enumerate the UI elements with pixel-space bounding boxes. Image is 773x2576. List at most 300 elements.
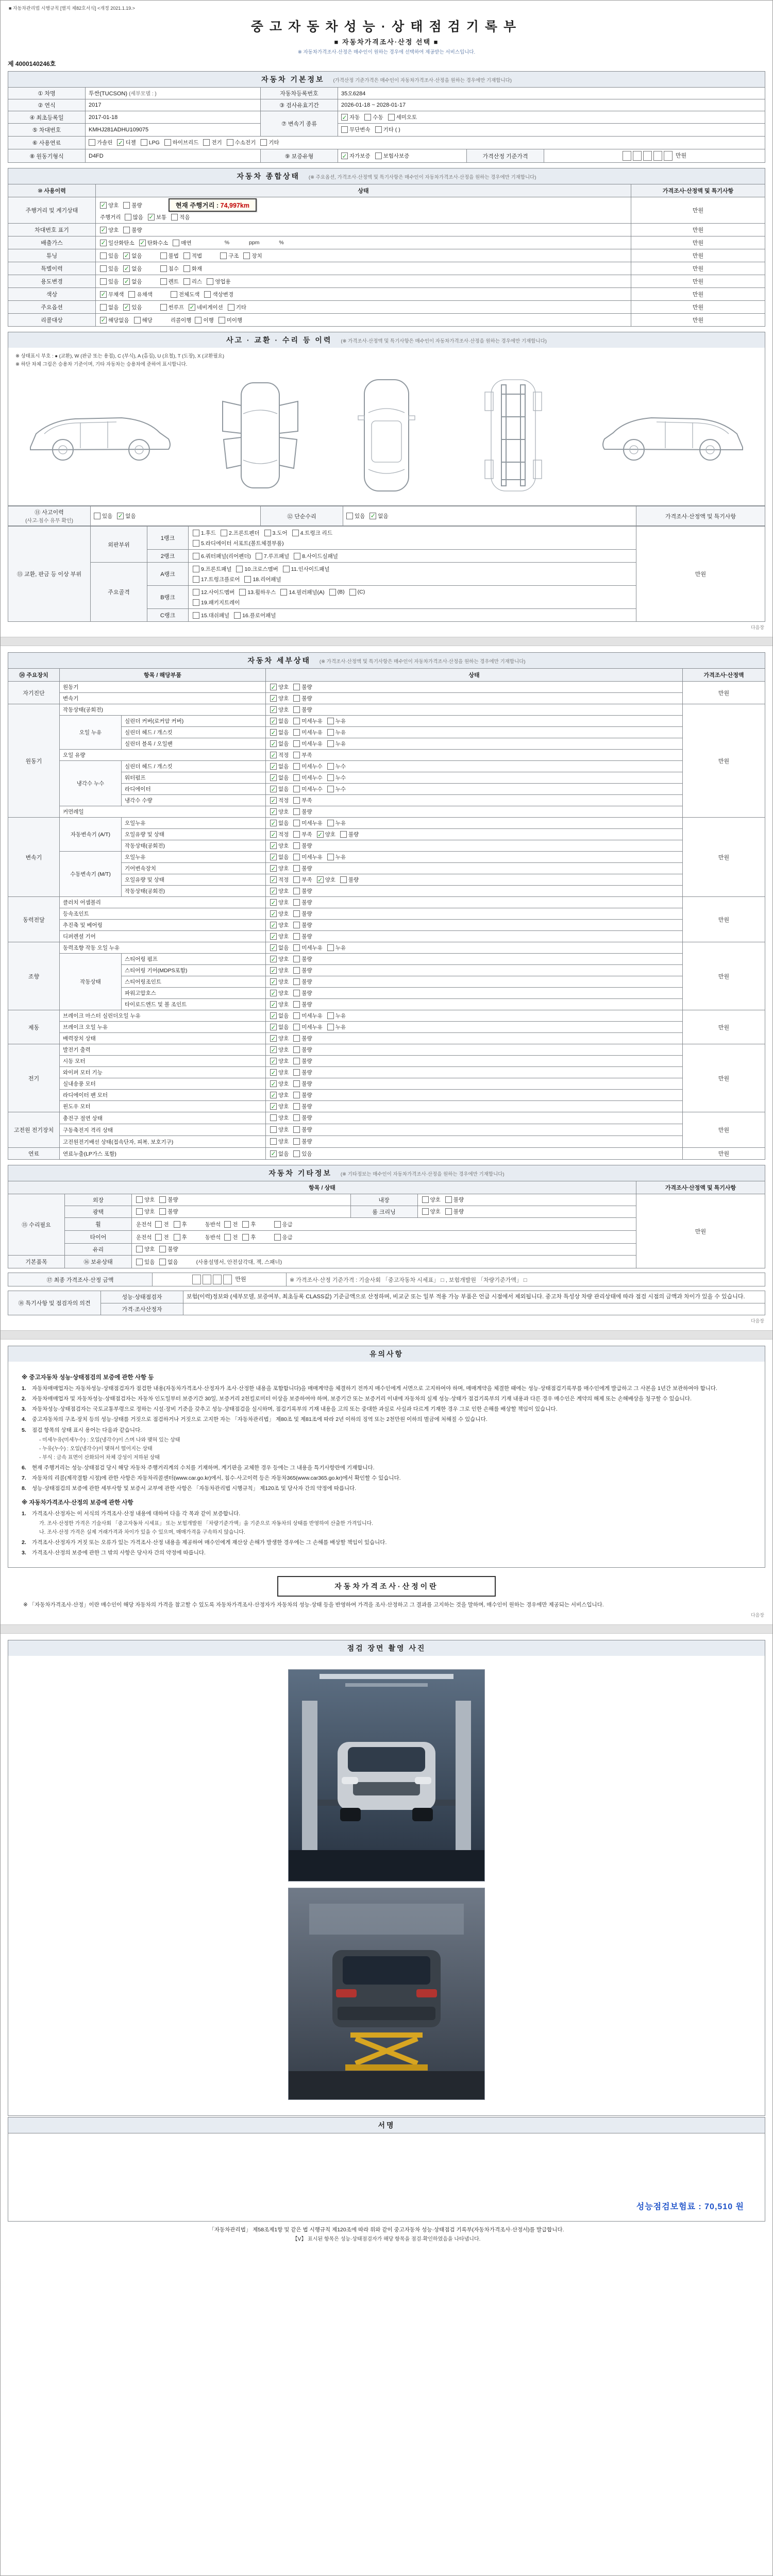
checkbox-불량[interactable] xyxy=(293,1035,312,1042)
checkbox-18.리어패널[interactable] xyxy=(244,575,281,583)
checkbox-불량[interactable] xyxy=(293,989,312,997)
checkbox-양호[interactable] xyxy=(100,226,119,234)
checkbox-box xyxy=(293,910,300,917)
state-line xyxy=(193,538,632,548)
checkbox-box xyxy=(293,831,300,838)
checkbox-불량[interactable] xyxy=(123,226,142,234)
checkbox-2.프론트펜더[interactable] xyxy=(221,529,259,537)
checkbox-수동[interactable] xyxy=(364,113,383,121)
checkbox-응급[interactable] xyxy=(274,1221,293,1228)
checkbox-자동[interactable] xyxy=(341,113,360,121)
checkbox-수소전기[interactable] xyxy=(227,139,256,146)
checkbox-썬루프[interactable] xyxy=(160,303,184,311)
checkbox-있음[interactable] xyxy=(123,303,142,311)
legal-footer-line-2: 【Ⅴ】 표시된 항목은 성능·상태점검자가 해당 항목을 점검·확인하였음을 나타냅니다. xyxy=(292,2236,481,2243)
checkbox-box xyxy=(293,706,300,713)
checkbox-탄화수소[interactable] xyxy=(139,239,169,247)
checkbox-없음[interactable] xyxy=(123,278,142,285)
checkbox-양호[interactable] xyxy=(270,955,289,963)
detail-section-header xyxy=(8,652,765,668)
checkbox-label: 양호 xyxy=(278,990,289,996)
checkbox-세미오토[interactable] xyxy=(388,113,417,121)
checkbox-매연[interactable] xyxy=(173,239,191,247)
checkbox-적정[interactable] xyxy=(270,751,289,759)
year-value: 2017 xyxy=(86,99,261,111)
checkbox-box: ✓ xyxy=(317,831,323,838)
checkbox-box: ✓ xyxy=(271,842,276,850)
checkbox-누유[interactable] xyxy=(327,944,346,952)
price-basis-note: ※ 가격조사·산정 기준가격 : 기술사회 「중고자동차 시세표」 □ , 보험개발원 「차량기준가액」 □ xyxy=(287,1273,765,1286)
checkbox-양호[interactable] xyxy=(270,808,289,816)
checkbox-불량[interactable] xyxy=(445,1196,464,1204)
checkbox-적법[interactable] xyxy=(183,252,202,260)
checkbox-있음[interactable] xyxy=(100,278,119,285)
checkbox-label: 불량 xyxy=(131,227,142,233)
device-item-state xyxy=(266,897,683,908)
checkbox-불법[interactable] xyxy=(160,252,179,260)
table-row xyxy=(8,1112,765,1124)
checkbox-불량[interactable] xyxy=(293,1057,312,1065)
checkbox-전[interactable] xyxy=(224,1221,238,1228)
notice-text: 자동차매매업자 및 자동차성능·상태점검자는 자동차 인도일부터 보증기간 30일, 보증거리 2천킬로미터 이상을 보증하여야 하며, 보증기간 또는 보증거리 이내에 자동차의 실제 성능·상태가 점검기록부의 기재 내용과 다른 경우 매수인은 계약의 해제 또는 손해배상을 청구할 수 있습니다. xyxy=(32,1395,692,1402)
price-cell: 만원 xyxy=(683,704,765,818)
checkbox-box xyxy=(270,1138,277,1145)
checkbox-없음[interactable] xyxy=(100,303,119,311)
checkbox-없음[interactable] xyxy=(270,853,289,861)
checkbox-누수[interactable] xyxy=(327,762,346,770)
checkbox-미세누유[interactable] xyxy=(293,1012,323,1020)
checkbox-box xyxy=(293,1035,300,1042)
checkbox-후[interactable] xyxy=(242,1221,256,1228)
checkbox-양호[interactable] xyxy=(270,1046,289,1054)
checkbox-응급[interactable] xyxy=(274,1233,293,1241)
checkbox-전[interactable] xyxy=(155,1233,169,1241)
checkbox-양호[interactable] xyxy=(270,1069,289,1076)
state-line xyxy=(100,302,627,312)
table-row xyxy=(8,999,765,1010)
checkbox-box: ✓ xyxy=(271,887,276,895)
final-price-unit: 만원 xyxy=(235,1276,246,1283)
device-item-state xyxy=(266,1112,683,1124)
checkbox-누유[interactable] xyxy=(327,1012,346,1020)
checkbox-양호[interactable] xyxy=(136,1245,155,1253)
checkbox-불량[interactable] xyxy=(445,1208,464,1215)
table-row xyxy=(8,1273,765,1286)
checkbox-미세누유[interactable] xyxy=(293,717,323,725)
checkbox-전체도색[interactable] xyxy=(171,291,200,298)
checkbox-기타 ( )[interactable] xyxy=(375,126,400,133)
checkbox-양호[interactable] xyxy=(317,831,335,838)
checkbox-label: 있음 xyxy=(108,278,119,285)
checkbox-양호[interactable] xyxy=(270,694,289,702)
checkbox-9.프론트패널[interactable] xyxy=(193,565,231,573)
checkbox-미세누유[interactable] xyxy=(293,740,323,748)
checkbox-있음[interactable] xyxy=(293,1150,312,1158)
checkbox-적음[interactable] xyxy=(171,213,190,221)
checkbox-불량[interactable] xyxy=(293,865,312,872)
checkbox-불량[interactable] xyxy=(293,978,312,986)
checkbox-없음[interactable] xyxy=(270,762,289,770)
checkbox-양호[interactable] xyxy=(136,1196,155,1204)
appraiser-role-label: 가격·조사산정자 xyxy=(101,1303,183,1315)
warranty-label: ⑨ 보증유형 xyxy=(261,149,338,163)
checkbox-양호[interactable] xyxy=(270,887,289,895)
checkbox-label: 7.루프패널 xyxy=(263,553,290,560)
checkbox-불량[interactable] xyxy=(293,706,312,714)
checkbox-전기[interactable] xyxy=(203,139,222,146)
checkbox-group xyxy=(193,565,334,573)
checkbox-불량[interactable] xyxy=(293,842,312,850)
checkbox-box xyxy=(349,589,356,596)
checkbox-부족[interactable] xyxy=(293,796,312,804)
checkbox-box: ✓ xyxy=(271,910,276,918)
checkbox-group xyxy=(270,694,317,703)
checkbox-양호[interactable] xyxy=(270,933,289,940)
checkbox-불량[interactable] xyxy=(293,887,312,895)
checkbox-box xyxy=(293,1150,300,1157)
checkbox-6.쿼터패널(리어펜더)[interactable] xyxy=(193,552,251,560)
checkbox-양호[interactable] xyxy=(270,1103,289,1110)
checkbox-label: 응급 xyxy=(282,1221,293,1228)
inspection-value: 2026-01-18 ~ 2028-01-17 xyxy=(338,99,765,111)
checkbox-box xyxy=(293,797,300,804)
checkbox-box: ✓ xyxy=(117,139,123,146)
checkbox-group xyxy=(136,1258,183,1266)
checkbox-양호[interactable] xyxy=(100,201,119,209)
checkbox-없음[interactable] xyxy=(270,740,289,748)
checkbox-누수[interactable] xyxy=(327,774,346,782)
checkbox-보험사보증[interactable] xyxy=(375,152,410,160)
checkbox-색상변경[interactable] xyxy=(204,291,233,298)
checkbox-무채색[interactable] xyxy=(100,291,124,298)
panel-item-options xyxy=(189,563,636,586)
checkbox-누유[interactable] xyxy=(327,740,346,748)
checkbox-전[interactable] xyxy=(224,1233,238,1241)
checkbox-양호[interactable] xyxy=(270,1035,289,1042)
checkbox-label: 없음 xyxy=(278,945,289,951)
checkbox-네비게이션[interactable] xyxy=(189,303,223,311)
checkbox-불량[interactable] xyxy=(293,955,312,963)
checkbox-양호[interactable] xyxy=(422,1196,441,1204)
column-header: ⑩ 사용이력 xyxy=(8,184,96,197)
checkbox-label: 불량 xyxy=(301,684,312,690)
checkbox-보통[interactable] xyxy=(148,213,166,221)
checkbox-없음[interactable] xyxy=(270,774,289,782)
checkbox-양호[interactable] xyxy=(270,1114,289,1122)
checkbox-기타[interactable] xyxy=(228,303,246,311)
checkbox-양호[interactable] xyxy=(270,1080,289,1088)
checkbox-불량[interactable] xyxy=(293,1103,312,1110)
checkbox-불량[interactable] xyxy=(293,1138,312,1145)
checkbox-디젤[interactable] xyxy=(117,139,136,146)
checkbox-불량[interactable] xyxy=(340,876,359,884)
checkbox-양호[interactable] xyxy=(270,910,289,918)
table-row xyxy=(8,682,765,693)
checkbox-LPG[interactable] xyxy=(141,139,160,146)
checkbox-16.플로어패널[interactable] xyxy=(234,612,276,619)
checkbox-부족[interactable] xyxy=(293,751,312,759)
checkbox-13.휠하우스[interactable] xyxy=(239,588,276,596)
checkbox-box xyxy=(183,265,190,272)
photos-area xyxy=(8,1656,765,2116)
checkbox-후[interactable] xyxy=(242,1233,256,1241)
checkbox-양호[interactable] xyxy=(270,865,289,872)
checkbox-누유[interactable] xyxy=(327,819,346,827)
device-item-label: 오일 유량 xyxy=(60,750,266,761)
price-cell: 만원 xyxy=(636,1194,765,1268)
checkbox-양호[interactable] xyxy=(270,1057,289,1065)
checkbox-누유[interactable] xyxy=(327,1023,346,1031)
checkbox-3.도어[interactable] xyxy=(264,529,288,537)
checkbox-group xyxy=(224,1220,260,1229)
checkbox-box xyxy=(293,854,300,860)
checkbox-후[interactable] xyxy=(174,1221,187,1228)
checkbox-없음[interactable] xyxy=(159,1258,178,1266)
checkbox-화재[interactable] xyxy=(183,265,202,273)
usage-history-label: 주행거리 및 계기상태 xyxy=(8,197,96,224)
checkbox-누유[interactable] xyxy=(327,853,346,861)
checkbox-미세누유[interactable] xyxy=(293,853,323,861)
device-item-state xyxy=(266,852,683,863)
checkbox-리스[interactable] xyxy=(183,278,202,285)
checkbox-양호[interactable] xyxy=(270,683,289,691)
group-prefix-label: 리콜이행 xyxy=(170,317,192,324)
device-item-label: 작동상태(공회전) xyxy=(122,886,266,897)
checkbox-있음[interactable] xyxy=(346,512,365,520)
checkbox-box xyxy=(293,763,300,770)
checkbox-불량[interactable] xyxy=(293,1046,312,1054)
usage-history-state xyxy=(96,288,631,301)
checkbox-5.라디에이터 서포트(볼트체결부품)[interactable] xyxy=(193,539,284,547)
checkbox-양호[interactable] xyxy=(270,1138,289,1145)
price-cell: 만원 xyxy=(636,527,765,622)
checkbox-미세누유[interactable] xyxy=(293,1023,323,1031)
checkbox-label: 누유 xyxy=(335,730,346,736)
checkbox-14.필러패널(A)[interactable] xyxy=(280,588,324,596)
notice-number: 3. xyxy=(22,1550,26,1556)
checkbox-누수[interactable] xyxy=(327,785,346,793)
checkbox-불량[interactable] xyxy=(293,933,312,940)
checkbox-7.루프패널[interactable] xyxy=(256,552,289,560)
transmission-options-2 xyxy=(338,124,765,137)
checkbox-1.후드[interactable] xyxy=(193,529,216,537)
checkbox-label: 양호 xyxy=(278,843,289,849)
checkbox-group xyxy=(270,751,317,759)
device-item-label: 고전원전기배선 상태(접속단자, 피복, 보호기구) xyxy=(60,1136,266,1148)
checkbox-있음[interactable] xyxy=(100,265,119,273)
checkbox-box xyxy=(159,1259,166,1265)
checkbox-label: 미세누유 xyxy=(301,718,323,724)
table-row xyxy=(8,693,765,704)
checkbox-유채색[interactable] xyxy=(128,291,152,298)
checkbox-무단변속[interactable] xyxy=(341,126,371,133)
checkbox-불량[interactable] xyxy=(293,967,312,974)
checkbox-누유[interactable] xyxy=(327,717,346,725)
panel-item-options xyxy=(189,527,636,550)
checkbox-불량[interactable] xyxy=(293,1080,312,1088)
other-item-state xyxy=(132,1206,351,1218)
checkbox-없음[interactable] xyxy=(270,819,289,827)
checkbox-없음[interactable] xyxy=(270,1023,289,1031)
checkbox-없음[interactable] xyxy=(369,512,388,520)
checkbox-12.사이드멤버[interactable] xyxy=(193,588,234,596)
checkbox-box xyxy=(364,114,371,121)
checkbox-구조[interactable] xyxy=(220,252,239,260)
checkbox-불량[interactable] xyxy=(159,1245,178,1253)
checkbox-이행[interactable] xyxy=(195,316,213,324)
checkbox-미세누유[interactable] xyxy=(293,944,323,952)
checkbox-양호[interactable] xyxy=(270,842,289,850)
checkbox-양호[interactable] xyxy=(270,989,289,997)
checkbox-없음[interactable] xyxy=(270,717,289,725)
device-group-label: 연료 xyxy=(8,1148,60,1160)
checkbox-불량[interactable] xyxy=(293,1001,312,1008)
checkbox-19.패키지트레이[interactable] xyxy=(193,599,240,606)
checkbox-group xyxy=(341,113,422,122)
checkbox-label: 없음 xyxy=(278,854,289,860)
basic-items-note: (사용설명서, 안전삼각대, 잭, 스패너) xyxy=(196,1259,282,1265)
checkbox-해당없음[interactable] xyxy=(100,316,129,324)
signature-area[interactable] xyxy=(8,2133,765,2221)
device-item-state xyxy=(266,1067,683,1078)
checkbox-양호[interactable] xyxy=(270,1126,289,1133)
checkbox-group xyxy=(100,316,157,325)
checkbox-적정[interactable] xyxy=(270,876,289,884)
checkbox-불량[interactable] xyxy=(293,921,312,929)
checkbox-불량[interactable] xyxy=(293,1091,312,1099)
checkbox-양호[interactable] xyxy=(317,876,335,884)
checkbox-불량[interactable] xyxy=(293,683,312,691)
checkbox-미세누수[interactable] xyxy=(293,785,323,793)
checkbox-box: ✓ xyxy=(124,252,129,259)
device-item-label: 원동기 xyxy=(60,682,266,693)
checkbox-양호[interactable] xyxy=(270,978,289,986)
device-item-label: 실린더 블록 / 오일팬 xyxy=(122,738,266,750)
checkbox-불량[interactable] xyxy=(123,201,142,209)
device-item-label: 실린더 커버(로커암 커버) xyxy=(122,716,266,727)
checkbox-양호[interactable] xyxy=(136,1208,155,1215)
checkbox-label: 없음 xyxy=(278,741,289,747)
checkbox-불량[interactable] xyxy=(293,910,312,918)
checkbox-많음[interactable] xyxy=(125,213,143,221)
checkbox-11.인사이드패널[interactable] xyxy=(283,565,330,573)
device-item-state xyxy=(266,863,683,874)
checkbox-영업용[interactable] xyxy=(207,278,230,285)
checkbox-기타[interactable] xyxy=(260,139,279,146)
checkbox-불량[interactable] xyxy=(340,831,359,838)
photos-section-title: 점검 장면 촬영 사진 xyxy=(347,1644,426,1653)
checkbox-부족[interactable] xyxy=(293,876,312,884)
checkbox-label: 없음 xyxy=(278,786,289,792)
checkbox-label: 없음 xyxy=(125,513,136,519)
vin-label: ⑤ 차대번호 xyxy=(8,124,86,137)
checkbox-미세누유[interactable] xyxy=(293,819,323,827)
checkbox-있음[interactable] xyxy=(100,252,119,260)
checkbox-없음[interactable] xyxy=(270,1012,289,1020)
checkbox-불량[interactable] xyxy=(293,1069,312,1076)
checkbox-양호[interactable] xyxy=(270,1001,289,1008)
checkbox-불량[interactable] xyxy=(159,1196,178,1204)
checkbox-누유[interactable] xyxy=(327,728,346,736)
checkbox-가솔린[interactable] xyxy=(89,139,112,146)
checkbox-부족[interactable] xyxy=(293,831,312,838)
checkbox-불량[interactable] xyxy=(293,1126,312,1133)
checkbox-없음[interactable] xyxy=(270,944,289,952)
checkbox-장치[interactable] xyxy=(243,252,262,260)
inspection-photo-rear-lift xyxy=(288,1888,485,2100)
checkbox-해당[interactable] xyxy=(134,316,153,324)
checkbox-15.대쉬패널[interactable] xyxy=(193,612,229,619)
checkbox-불량[interactable] xyxy=(293,694,312,702)
checkbox-양호[interactable] xyxy=(422,1208,441,1215)
checkbox-box: ✓ xyxy=(148,213,154,221)
checkbox-box xyxy=(155,1234,162,1241)
comprehensive-section-header xyxy=(8,168,765,184)
checkbox-없음[interactable] xyxy=(123,265,142,273)
notice-section-title: ※ 자동차가격조사·산정의 보증에 관한 사항 xyxy=(22,1499,133,1506)
checkbox-box: ✓ xyxy=(271,796,276,804)
checkbox-적정[interactable] xyxy=(270,831,289,838)
checkbox-label: 누유 xyxy=(335,741,346,747)
checkbox-불량[interactable] xyxy=(159,1208,178,1215)
checkbox-있음[interactable] xyxy=(136,1258,155,1266)
checkbox-적정[interactable] xyxy=(270,796,289,804)
checkbox-(B)[interactable] xyxy=(329,589,345,596)
checkbox-양호[interactable] xyxy=(270,706,289,714)
checkbox-일산화탄소[interactable] xyxy=(100,239,135,247)
checkbox-label: 16.플로어패널 xyxy=(242,612,276,619)
checkbox-후[interactable] xyxy=(174,1233,187,1241)
checkbox-하이브리드[interactable] xyxy=(164,139,199,146)
mileage-bubble-value: 74,997km xyxy=(220,202,249,209)
checkbox-(C)[interactable] xyxy=(349,589,365,596)
checkbox-box xyxy=(242,1234,249,1241)
device-item-label: 브레이크 오일 누유 xyxy=(60,1022,266,1033)
checkbox-침수[interactable] xyxy=(160,265,179,273)
checkbox-8.사이드실패널[interactable] xyxy=(294,552,338,560)
checkbox-4.트렁크 리드[interactable] xyxy=(292,529,332,537)
checkbox-렌트[interactable] xyxy=(160,278,179,285)
checkbox-양호[interactable] xyxy=(270,899,289,906)
checkbox-미세누유[interactable] xyxy=(293,728,323,736)
checkbox-없음[interactable] xyxy=(270,785,289,793)
checkbox-양호[interactable] xyxy=(270,921,289,929)
checkbox-없음[interactable] xyxy=(123,252,142,260)
checkbox-group xyxy=(270,739,350,748)
checkbox-불량[interactable] xyxy=(293,899,312,906)
checkbox-미세누수[interactable] xyxy=(293,762,323,770)
checkbox-양호[interactable] xyxy=(270,967,289,974)
checkbox-있음[interactable] xyxy=(94,512,112,520)
checkbox-없음[interactable] xyxy=(270,1150,289,1158)
checkbox-전[interactable] xyxy=(155,1221,169,1228)
checkbox-자가보증[interactable] xyxy=(341,152,371,160)
checkbox-양호[interactable] xyxy=(270,1091,289,1099)
device-item-label: 오일유량 및 상태 xyxy=(122,874,266,886)
checkbox-group xyxy=(270,853,350,861)
checkbox-미세누수[interactable] xyxy=(293,774,323,782)
table-row xyxy=(8,1067,765,1078)
panel-item-options xyxy=(189,586,636,609)
checkbox-10.크로스멤버[interactable] xyxy=(236,565,278,573)
checkbox-불량[interactable] xyxy=(293,808,312,816)
checkbox-17.트렁크플로어[interactable] xyxy=(193,575,240,583)
car-diagrams xyxy=(15,368,758,504)
checkbox-불량[interactable] xyxy=(293,1114,312,1122)
checkbox-미이행[interactable] xyxy=(219,316,242,324)
checkbox-없음[interactable] xyxy=(270,728,289,736)
checkbox-없음[interactable] xyxy=(117,512,136,520)
